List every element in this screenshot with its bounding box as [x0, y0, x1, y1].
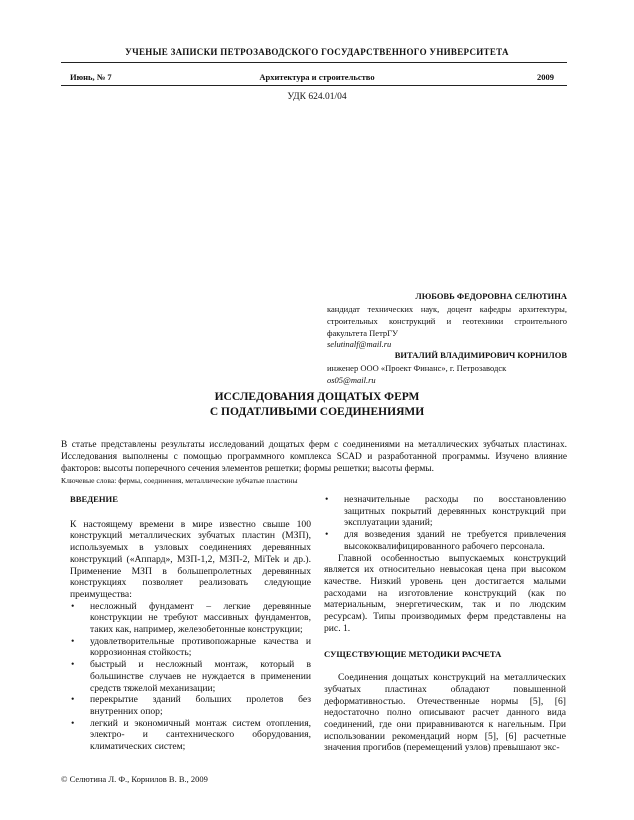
bullet-icon: • [71, 600, 75, 612]
year-label: 2009 [537, 72, 554, 82]
author-2-name: ВИТАЛИЙ ВЛАДИМИРОВИЧ КОРНИЛОВ [394, 350, 567, 360]
author-1-name: ЛЮБОВЬ ФЕДОРОВНА СЕЛЮТИНА [415, 291, 567, 301]
list-item-text: перекрытие зданий больших пролетов без внутренних опор; [90, 694, 311, 717]
list-item [70, 694, 311, 717]
list-item-text: удовлетворительные противопожарные качества и коррозионная стойкость; [90, 635, 311, 659]
right-column [324, 494, 566, 754]
author-2-email: os05@mail.ru [327, 375, 376, 385]
journal-title: УЧЕНЫЕ ЗАПИСКИ ПЕТРОЗАВОДСКОГО ГОСУДАРСТВЕННОГО УНИВЕРСИТЕТА [125, 47, 509, 57]
intro-heading: ВВЕДЕНИЕ [70, 494, 118, 504]
list-item [70, 659, 311, 694]
author-1-email: selutinalf@mail.ru [327, 339, 392, 349]
article-title-line-1: ИССЛЕДОВАНИЯ ДОЩАТЫХ ФЕРМ [214, 391, 420, 403]
advantages-list-continued [324, 494, 566, 553]
copyright: © Селютина Л. Ф., Корнилов В. В., 2009 [61, 774, 208, 784]
bullet-icon: • [325, 494, 329, 505]
list-item [70, 718, 311, 753]
list-item-text: быстрый и несложный монтаж, который в большинстве случаев не нуждается в применении средств тяжелой механизации; [90, 659, 311, 694]
issue-label: Июнь, № 7 [70, 72, 112, 82]
author-2-affiliation: инженер ООО «Проект Финанс», г. Петрозаводск [327, 363, 507, 373]
bullet-icon: • [325, 529, 329, 541]
list-item [324, 494, 566, 529]
bullet-icon: • [71, 635, 75, 647]
list-item [70, 636, 311, 659]
list-item-text: для возведения зданий не требуется привлечения высококвалифицированного рабочего персонала. [344, 529, 566, 552]
list-item-text: несложный фундамент – легкие деревянные конструкции не требуют массивных фундаментов, таких как, например, железобетонные конструкции; [90, 600, 311, 636]
body-paragraph: Главной особенностью выпускаемых конструкций является их относительно невысокая цена при высоком качестве. Низкий уровень цен достигается малыми расходами на изготовление конструкций (как по материальным, энергетическим, так и по людским ресурсам). Типы производимых ферм представлены на рис. 1. [324, 552, 566, 634]
body-paragraph: Соединения дощатых конструкций на металлических зубчатых пластинах обладают повышенной деформативностью. Отечественные нормы [5], [6] недостаточно полно описывают расчет данного вида соединений, где они приравниваются к нагельным. При использовании рекомендаций норм [5], [6] расчетные значения прогибов (перемещений узлов) превышают экс- [324, 672, 566, 754]
article-title-line-2: С ПОДАТЛИВЫМИ СОЕДИНЕНИЯМИ [209, 406, 425, 418]
abstract-text: В статье представлены результаты исследований дощатых ферм с соединениями на металлических зубчатых пластинах. Исследования выполнены с помощью программного комплекса SCAD и разработанной программы. Изучено влияние факторов: высоты поперечного сечения элементов решетки; формы решетки; высоты фермы. [61, 440, 567, 474]
bullet-icon: • [71, 659, 75, 671]
left-column [70, 494, 311, 753]
bullet-icon: • [71, 717, 75, 729]
methods-heading: СУЩЕСТВУЮЩИЕ МЕТОДИКИ РАСЧЕТА [324, 649, 502, 660]
list-item-text: незначительные расходы по восстановлению защитных покрытий деревянных конструкций при эксплуатации зданий; [344, 494, 566, 529]
keywords: Ключевые слова: фермы, соединения, металлические зубчатые пластины [61, 476, 298, 485]
intro-paragraph: К настоящему времени в мире известно свыше 100 конструкций металлических зубчатых пластин (МЗП), используемых в узловых соединениях деревянных конструкций («Аппард», МЗП-1,2, МЗП-2, MiTek и др.). Применение МЗП в большепролетных деревянных конструкциях позволяет реализовать следующие преимущества: [70, 518, 311, 600]
udk-code: УДК 624.01/04 [287, 92, 347, 102]
header-rule-bottom [61, 85, 567, 86]
header-rule-top [61, 62, 567, 63]
bullet-icon: • [71, 694, 75, 706]
abstract-block [61, 439, 567, 486]
list-item [324, 529, 566, 552]
author-1-affiliation: кандидат технических наук, доцент кафедры архитектуры, строительных конструкций и геотехники строительного факультета ПетрГУ [327, 304, 567, 338]
list-item-text: легкий и экономичный монтаж систем отопления, электро- и сантехнического оборудования, климатических систем; [90, 717, 311, 753]
advantages-list [70, 601, 311, 753]
list-item [70, 601, 311, 636]
section-label: Архитектура и строительство [259, 72, 375, 82]
